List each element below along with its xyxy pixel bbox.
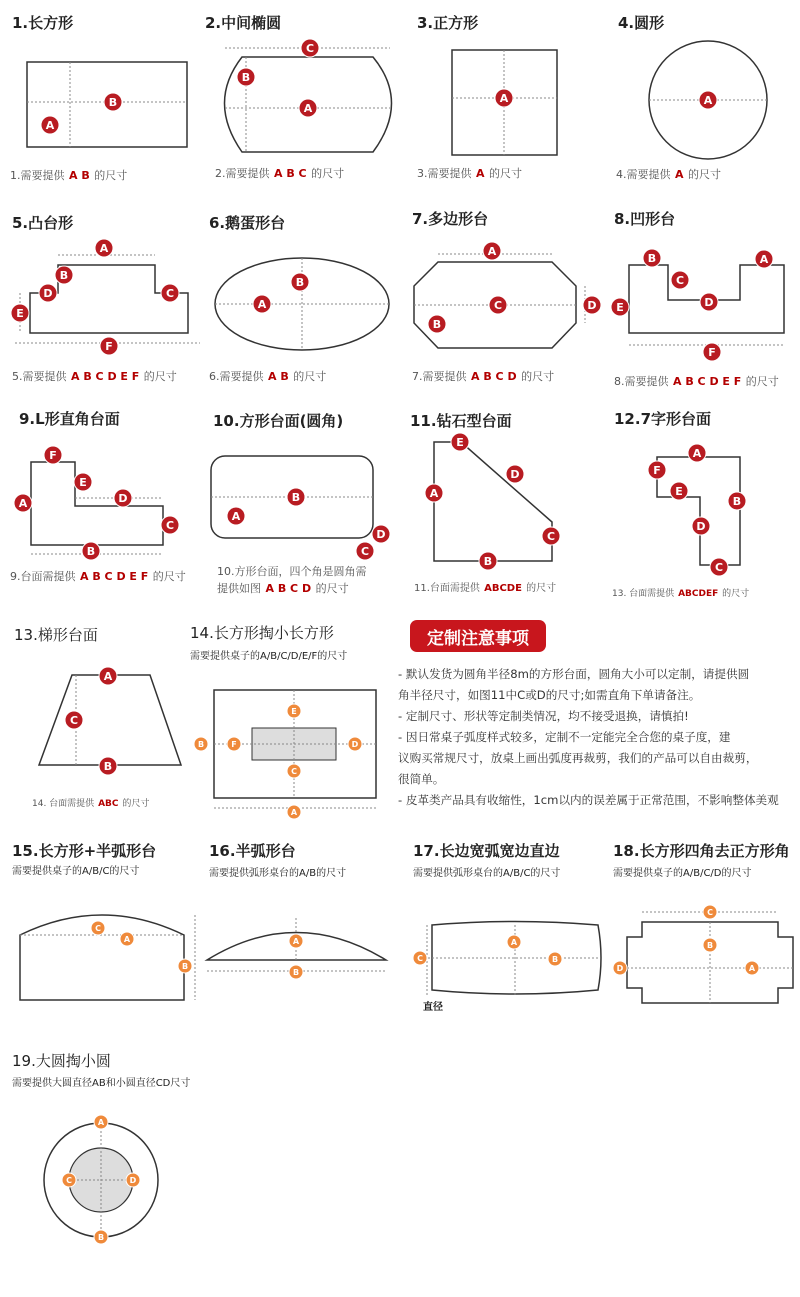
shape-title: 13.梯形台面 bbox=[14, 626, 98, 644]
dimension-marker-b bbox=[104, 93, 122, 111]
dimension-marker-a bbox=[495, 89, 513, 107]
shape-title: 15.长方形+半弧形台 bbox=[12, 842, 157, 860]
shape-caption: 5.需要提供 A B C D E F 的尺寸 bbox=[12, 370, 177, 383]
svg-text:B: B bbox=[432, 318, 442, 331]
svg-text:B: B bbox=[706, 941, 714, 950]
dimension-marker-f bbox=[44, 446, 62, 464]
dimension-marker-b bbox=[703, 938, 717, 952]
dimension-marker-a bbox=[253, 295, 271, 313]
svg-text:C: C bbox=[291, 767, 297, 776]
dimension-marker-d bbox=[348, 737, 362, 751]
dimension-marker-a bbox=[483, 242, 501, 260]
dimension-marker-c bbox=[710, 558, 728, 576]
svg-text:A: A bbox=[759, 253, 769, 266]
svg-text:A: A bbox=[99, 242, 109, 255]
dimension-marker-a bbox=[94, 1115, 108, 1129]
svg-text:A: A bbox=[748, 964, 756, 973]
note-line: 角半径尺寸，如图11中C或D的尺寸;如需直角下单请备注。 bbox=[398, 688, 701, 702]
shape-title: 18.长方形四角去正方形角 bbox=[613, 842, 790, 860]
svg-text:B: B bbox=[103, 760, 113, 773]
svg-text:E: E bbox=[675, 485, 683, 498]
dimension-marker-c bbox=[287, 764, 301, 778]
dimension-marker-b bbox=[237, 68, 255, 86]
shape-title: 2.中间椭圆 bbox=[205, 14, 282, 32]
dimension-marker-b bbox=[479, 552, 497, 570]
dimension-marker-c bbox=[542, 527, 560, 545]
svg-text:C: C bbox=[360, 545, 370, 558]
shape-title: 11.钻石型台面 bbox=[410, 412, 512, 430]
svg-text:B: B bbox=[181, 962, 189, 971]
dimension-marker-b bbox=[728, 492, 746, 510]
svg-text:A: A bbox=[103, 670, 113, 683]
svg-text:D: D bbox=[351, 740, 359, 749]
svg-text:A: A bbox=[692, 447, 702, 460]
dimension-marker-b bbox=[55, 266, 73, 284]
shape-subtitle: 需要提供桌子的A/B/C/D的尺寸 bbox=[613, 868, 752, 879]
note-line: - 默认发货为圆角半径8m的方形台面，圆角大小可以定制，请提供圆 bbox=[398, 667, 750, 681]
svg-text:C: C bbox=[493, 299, 503, 312]
dimension-marker-b bbox=[289, 965, 303, 979]
dimension-marker-c bbox=[62, 1173, 76, 1187]
dimension-marker-a bbox=[99, 667, 117, 685]
shape-title: 14.长方形掏小长方形 bbox=[190, 624, 334, 642]
svg-text:A: A bbox=[231, 510, 241, 523]
svg-text:B: B bbox=[483, 555, 493, 568]
shape-caption: 9.台面需提供 A B C D E F 的尺寸 bbox=[10, 570, 186, 583]
svg-text:D: D bbox=[118, 492, 128, 505]
dimension-marker-e bbox=[287, 704, 301, 718]
dimension-marker-c bbox=[671, 271, 689, 289]
svg-text:A: A bbox=[290, 808, 298, 817]
dimension-marker-d bbox=[506, 465, 524, 483]
svg-text:C: C bbox=[546, 530, 556, 543]
svg-text:B: B bbox=[241, 71, 251, 84]
shape-subtitle: 需要提供桌子的A/B/C/D/E/F的尺寸 bbox=[190, 651, 348, 662]
shape-caption: 3.需要提供 A 的尺寸 bbox=[417, 167, 523, 180]
dimension-marker-b bbox=[194, 737, 208, 751]
dimension-marker-b bbox=[643, 249, 661, 267]
dimension-marker-a bbox=[299, 99, 317, 117]
svg-text:A: A bbox=[292, 937, 300, 946]
dimension-marker-f bbox=[227, 737, 241, 751]
dimension-marker-a bbox=[699, 91, 717, 109]
svg-text:E: E bbox=[16, 307, 24, 320]
shape-title: 4.圆形 bbox=[618, 14, 665, 32]
svg-text:E: E bbox=[616, 301, 624, 314]
svg-text:C: C bbox=[714, 561, 724, 574]
dimension-marker-a bbox=[425, 484, 443, 502]
svg-text:B: B bbox=[732, 495, 742, 508]
svg-text:B: B bbox=[295, 276, 305, 289]
svg-text:A: A bbox=[703, 94, 713, 107]
svg-text:B: B bbox=[86, 545, 96, 558]
svg-text:F: F bbox=[653, 464, 661, 477]
shape-caption: 2.需要提供 A B C 的尺寸 bbox=[215, 167, 345, 180]
svg-text:C: C bbox=[417, 954, 423, 963]
shape-title: 17.长边宽弧宽边直边 bbox=[413, 842, 560, 860]
dimension-marker-a bbox=[507, 935, 521, 949]
svg-text:C: C bbox=[305, 42, 315, 55]
dimension-marker-a bbox=[287, 805, 301, 819]
shape-subtitle: 需要提供弧形桌台的A/B/C的尺寸 bbox=[413, 868, 561, 879]
svg-text:C: C bbox=[66, 1176, 72, 1185]
svg-text:A: A bbox=[97, 1118, 105, 1127]
dimension-marker-c bbox=[91, 921, 105, 935]
shape-caption: 6.需要提供 A B 的尺寸 bbox=[209, 370, 327, 383]
dimension-marker-b bbox=[94, 1230, 108, 1244]
svg-text:F: F bbox=[105, 340, 113, 353]
dimension-marker-b bbox=[287, 488, 305, 506]
dimension-marker-c bbox=[413, 951, 427, 965]
svg-text:B: B bbox=[647, 252, 657, 265]
dimension-marker-e bbox=[11, 304, 29, 322]
shape-title: 5.凸台形 bbox=[12, 214, 74, 232]
svg-text:D: D bbox=[376, 528, 386, 541]
svg-text:A: A bbox=[18, 497, 28, 510]
note-line: - 因日常桌子弧度样式较多，定制不一定能完全合您的桌子度，建 bbox=[398, 730, 731, 744]
shape-title: 1.长方形 bbox=[12, 14, 74, 32]
dimension-marker-d bbox=[114, 489, 132, 507]
custom-notes bbox=[398, 664, 800, 811]
dimension-marker-a bbox=[289, 934, 303, 948]
shape-caption: 8.需要提供 A B C D E F 的尺寸 bbox=[614, 375, 779, 388]
svg-text:D: D bbox=[510, 468, 520, 481]
svg-text:A: A bbox=[123, 935, 131, 944]
shape-caption: 10.方形台面，四个角是圆角需 提供如图 A B C D 的尺寸 bbox=[217, 565, 367, 595]
dimension-marker-e bbox=[74, 473, 92, 491]
shape-caption: 14. 台面需提供 ABC 的尺寸 bbox=[32, 799, 150, 809]
dimension-marker-a bbox=[120, 932, 134, 946]
dimension-marker-d bbox=[613, 961, 627, 975]
dimension-marker-d bbox=[700, 293, 718, 311]
note-line: - 皮革类产品具有收缩性，1cm以内的误差属于正常范围，不影响整体美观 bbox=[398, 793, 779, 807]
svg-text:B: B bbox=[291, 491, 301, 504]
svg-text:C: C bbox=[165, 287, 175, 300]
svg-text:C: C bbox=[69, 714, 79, 727]
shape-title: 16.半弧形台 bbox=[209, 842, 296, 860]
dimension-marker-c bbox=[356, 542, 374, 560]
svg-text:B: B bbox=[97, 1233, 105, 1242]
shape-caption: 1.需要提供 A B 的尺寸 bbox=[10, 169, 128, 182]
dimension-marker-f bbox=[100, 337, 118, 355]
svg-text:E: E bbox=[291, 707, 297, 716]
shape-title: 8.凹形台 bbox=[614, 210, 676, 228]
dimension-marker-d bbox=[39, 284, 57, 302]
shape-subtitle: 需要提供大圆直径AB和小圆直径CD尺寸 bbox=[12, 1078, 191, 1089]
svg-text:A: A bbox=[45, 119, 55, 132]
dimension-marker-b bbox=[82, 542, 100, 560]
svg-text:C: C bbox=[675, 274, 685, 287]
svg-text:B: B bbox=[551, 955, 559, 964]
svg-text:A: A bbox=[499, 92, 509, 105]
note-line: 很简单。 bbox=[398, 772, 445, 786]
dimension-marker-d bbox=[372, 525, 390, 543]
svg-text:E: E bbox=[456, 436, 464, 449]
dimension-marker-c bbox=[161, 516, 179, 534]
shape-title: 3.正方形 bbox=[417, 14, 479, 32]
svg-text:D: D bbox=[587, 299, 597, 312]
dimension-marker-b bbox=[548, 952, 562, 966]
shape-title: 19.大圆掏小圆 bbox=[12, 1052, 111, 1070]
dimension-marker-e bbox=[670, 482, 688, 500]
dimension-marker-b bbox=[99, 757, 117, 775]
dimension-marker-b bbox=[291, 273, 309, 291]
dimension-marker-f bbox=[703, 343, 721, 361]
dimension-marker-d bbox=[126, 1173, 140, 1187]
dimension-marker-c bbox=[65, 711, 83, 729]
svg-text:F: F bbox=[231, 740, 237, 749]
diameter-note: 直径 bbox=[423, 1002, 443, 1013]
shape-title: 9.L形直角台面 bbox=[19, 410, 120, 428]
svg-text:B: B bbox=[59, 269, 69, 282]
svg-text:A: A bbox=[429, 487, 439, 500]
svg-text:B: B bbox=[292, 968, 300, 977]
shape-caption: 4.需要提供 A 的尺寸 bbox=[616, 168, 722, 181]
svg-text:D: D bbox=[43, 287, 53, 300]
svg-text:B: B bbox=[108, 96, 118, 109]
svg-text:D: D bbox=[704, 296, 714, 309]
dimension-marker-a bbox=[755, 250, 773, 268]
dimension-marker-e bbox=[611, 298, 629, 316]
dimension-marker-d bbox=[583, 296, 601, 314]
svg-text:F: F bbox=[49, 449, 57, 462]
dimension-marker-c bbox=[301, 39, 319, 57]
dimension-marker-c bbox=[703, 905, 717, 919]
svg-text:A: A bbox=[303, 102, 313, 115]
dimension-marker-c bbox=[161, 284, 179, 302]
dimension-marker-a bbox=[688, 444, 706, 462]
dimension-marker-a bbox=[227, 507, 245, 525]
dimension-marker-c bbox=[489, 296, 507, 314]
svg-text:D: D bbox=[616, 964, 624, 973]
shape-title: 6.鹅蛋形台 bbox=[209, 214, 286, 232]
dimension-marker-a bbox=[95, 239, 113, 257]
svg-text:D: D bbox=[696, 520, 706, 533]
dimension-marker-e bbox=[451, 433, 469, 451]
shape-title: 12.7字形台面 bbox=[614, 410, 712, 428]
svg-text:A: A bbox=[257, 298, 267, 311]
svg-text:B: B bbox=[197, 740, 205, 749]
shape-title: 10.方形台面(圆角) bbox=[213, 412, 344, 430]
custom-notes-heading: 定制注意事项 bbox=[410, 620, 546, 652]
dimension-marker-a bbox=[41, 116, 59, 134]
dimension-marker-a bbox=[745, 961, 759, 975]
note-line: - 定制尺寸、形状等定制类情况，均不接受退换，请慎拍! bbox=[398, 709, 689, 723]
shape-caption: 11.台面需提供 ABCDE 的尺寸 bbox=[414, 583, 557, 594]
svg-text:E: E bbox=[79, 476, 87, 489]
svg-text:C: C bbox=[95, 924, 101, 933]
dimension-marker-a bbox=[14, 494, 32, 512]
note-line: 议购买常规尺寸，放桌上画出弧度再裁剪，我们的产品可以自由裁剪， bbox=[398, 751, 758, 765]
shape-title: 7.多边形台 bbox=[412, 210, 489, 228]
shape-subtitle: 需要提供弧形桌台的A/B的尺寸 bbox=[209, 868, 347, 879]
shape-caption: 7.需要提供 A B C D 的尺寸 bbox=[412, 370, 555, 383]
dimension-marker-b bbox=[178, 959, 192, 973]
svg-text:C: C bbox=[707, 908, 713, 917]
svg-text:F: F bbox=[708, 346, 716, 359]
svg-text:D: D bbox=[129, 1176, 137, 1185]
dimension-marker-b bbox=[428, 315, 446, 333]
dimension-marker-f bbox=[648, 461, 666, 479]
shape-subtitle: 需要提供桌子的A/B/C的尺寸 bbox=[12, 866, 140, 877]
svg-text:C: C bbox=[165, 519, 175, 532]
svg-text:A: A bbox=[510, 938, 518, 947]
shape-caption: 13. 台面需提供 ABCDEF 的尺寸 bbox=[612, 589, 750, 599]
dimension-marker-d bbox=[692, 517, 710, 535]
svg-text:A: A bbox=[487, 245, 497, 258]
